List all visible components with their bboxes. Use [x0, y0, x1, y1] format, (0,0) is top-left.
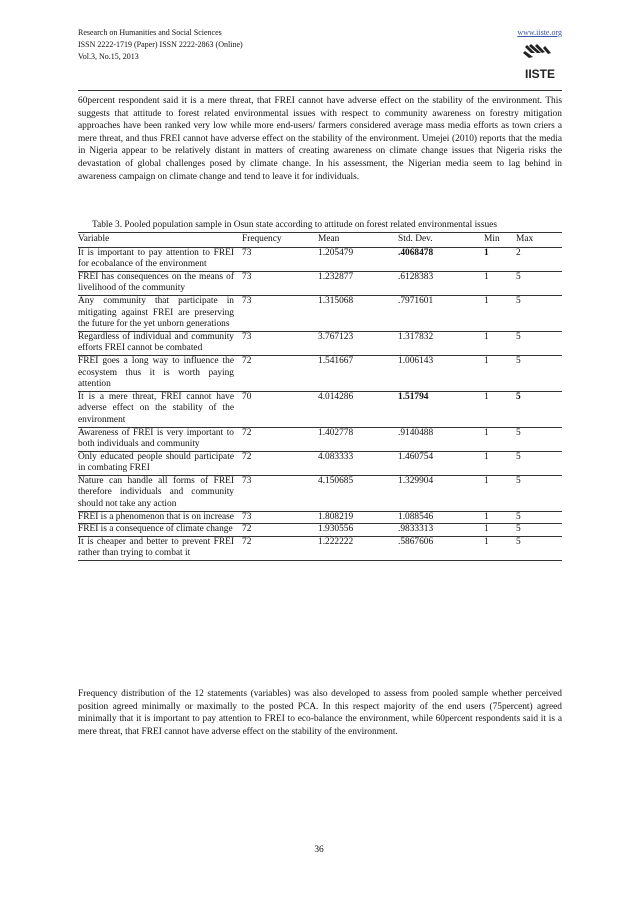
min-cell: 1 [484, 524, 516, 537]
max-cell: 5 [516, 524, 562, 537]
std-dev-cell: 1.51794 [398, 391, 484, 427]
mean-cell: 1.541667 [318, 355, 398, 391]
min-cell: 1 [484, 427, 516, 451]
col-variable: Variable [78, 233, 242, 248]
std-dev-cell: .9140488 [398, 427, 484, 451]
table-row [78, 247, 562, 271]
intro-paragraph: 60percent respondent said it is a mere threat, that FREI cannot have adverse effect on the stability of the environment. This suggests that attitude to forest related environmental issues with respect to community awareness on forestry mitigation approaches have been ranked very low while more end-users/ farmers considered average mass media efforts as town criers a mere threat, and thus FREI cannot have adverse effect on the stability of the environment. Umejei (2010) reports that the media in Nigeria appear to be relatively distant in matters of creating awareness on climate change issues that Nigeria risks the devastation of global challenges posed by climate change. In his assessment, the Nigerian media seem to lag behind in awareness campaign on climate change and tend to leave it for individuals. [78, 96, 562, 182]
min-cell: 1 [484, 475, 516, 511]
frequency-cell: 73 [242, 331, 318, 355]
page-header [78, 27, 562, 63]
frequency-cell: 72 [242, 355, 318, 391]
col-std-dev: Std. Dev. [398, 233, 484, 248]
discussion-paragraph: Frequency distribution of the 12 statements (variables) was also developed to assess from pooled sample whether perceived position agreed minimally or maximally to the posted PCA. In this respect majority of the end users (75percent) agreed minimally that it is important to pay attention to FREI to eco-balance the environment, while 60percent respondents said it is a mere threat, that FREI cannot have adverse effect on the stability of the environment. [78, 689, 562, 737]
results-table [78, 232, 562, 561]
std-dev-cell: .6128383 [398, 271, 484, 295]
frequency-cell: 73 [242, 271, 318, 295]
frequency-cell: 73 [242, 475, 318, 511]
table-header-row [78, 233, 562, 248]
volume-line: Vol.3, No.15, 2013 [78, 52, 139, 61]
mean-cell: 1.808219 [318, 511, 398, 524]
col-min: Min [484, 233, 516, 248]
issn-line: ISSN 2222-1719 (Paper) ISSN 2222-2863 (Online) [78, 40, 243, 49]
mean-cell: 3.767123 [318, 331, 398, 355]
max-cell: 5 [516, 271, 562, 295]
table-row [78, 391, 562, 427]
mean-cell: 1.315068 [318, 295, 398, 331]
table-row [78, 536, 562, 560]
mean-cell: 4.150685 [318, 475, 398, 511]
max-cell: 5 [516, 451, 562, 475]
mean-cell: 4.083333 [318, 451, 398, 475]
mean-cell: 4.014286 [318, 391, 398, 427]
table-row [78, 271, 562, 295]
variable-cell: Awareness of FREI is very important to both individuals and community [78, 427, 242, 451]
max-cell: 5 [516, 391, 562, 427]
variable-cell: It is cheaper and better to prevent FREI rather than trying to combat it [78, 536, 242, 560]
variable-cell: FREI goes a long way to influence the ecosystem thus it is worth paying attention [78, 355, 242, 391]
frequency-cell: 73 [242, 247, 318, 271]
max-cell: 5 [516, 511, 562, 524]
table-row [78, 524, 562, 537]
variable-cell: Only educated people should participate in combating FREI [78, 451, 242, 475]
table-row [78, 511, 562, 524]
std-dev-cell: .7971601 [398, 295, 484, 331]
min-cell: 1 [484, 451, 516, 475]
std-dev-cell: .5867606 [398, 536, 484, 560]
min-cell: 1 [484, 331, 516, 355]
min-cell: 1 [484, 271, 516, 295]
col-mean: Mean [318, 233, 398, 248]
max-cell: 5 [516, 355, 562, 391]
max-cell: 5 [516, 536, 562, 560]
variable-cell: It is important to pay attention to FREI for ecobalance of the environment [78, 247, 242, 271]
mean-cell: 1.232877 [318, 271, 398, 295]
max-cell: 5 [516, 475, 562, 511]
mean-cell: 1.930556 [318, 524, 398, 537]
frequency-cell: 73 [242, 511, 318, 524]
variable-cell: Nature can handle all forms of FREI therefore individuals and community should not take any action [78, 475, 242, 511]
mean-cell: 1.205479 [318, 247, 398, 271]
std-dev-cell: 1.329904 [398, 475, 484, 511]
frequency-cell: 70 [242, 391, 318, 427]
variable-cell: FREI has consequences on the means of livelihood of the community [78, 271, 242, 295]
min-cell: 1 [484, 295, 516, 331]
std-dev-cell: 1.088546 [398, 511, 484, 524]
frequency-cell: 73 [242, 295, 318, 331]
std-dev-cell: 1.460754 [398, 451, 484, 475]
max-cell: 5 [516, 295, 562, 331]
min-cell: 1 [484, 247, 516, 271]
max-cell: 2 [516, 247, 562, 271]
page-number: 36 [314, 845, 324, 855]
max-cell: 5 [516, 331, 562, 355]
std-dev-cell: 1.006143 [398, 355, 484, 391]
std-dev-cell: .4068478 [398, 247, 484, 271]
variable-cell: Any community that participate in mitigating against FREI are preserving the future for the yet unborn generations [78, 295, 242, 331]
frequency-cell: 72 [242, 427, 318, 451]
std-dev-cell: .9833313 [398, 524, 484, 537]
header-rule [78, 90, 562, 91]
min-cell: 1 [484, 536, 516, 560]
iiste-logo [521, 43, 559, 83]
min-cell: 1 [484, 391, 516, 427]
col-frequency: Frequency [242, 233, 318, 248]
table-row [78, 295, 562, 331]
min-cell: 1 [484, 355, 516, 391]
table-row [78, 355, 562, 391]
svg-text:IISTE: IISTE [524, 67, 556, 81]
variable-cell: Regardless of individual and community efforts FREI cannot be combated [78, 331, 242, 355]
mean-cell: 1.222222 [318, 536, 398, 560]
variable-cell: FREI is a phenomenon that is on increase [78, 511, 242, 524]
max-cell: 5 [516, 427, 562, 451]
table-row [78, 451, 562, 475]
variable-cell: It is a mere threat, FREI cannot have adverse effect on the stability of the environment [78, 391, 242, 427]
frequency-cell: 72 [242, 524, 318, 537]
frequency-cell: 72 [242, 451, 318, 475]
std-dev-cell: 1.317832 [398, 331, 484, 355]
variable-cell: FREI is a consequence of climate change [78, 524, 242, 537]
table-row [78, 331, 562, 355]
website-link[interactable]: www.iiste.org [517, 28, 562, 37]
min-cell: 1 [484, 511, 516, 524]
journal-name: Research on Humanities and Social Sciences [78, 28, 222, 37]
frequency-cell: 72 [242, 536, 318, 560]
col-max: Max [516, 233, 562, 248]
table-row [78, 427, 562, 451]
table-row [78, 475, 562, 511]
mean-cell: 1.402778 [318, 427, 398, 451]
table-caption: Table 3. Pooled population sample in Osun state according to attitude on forest related environmental issues [92, 220, 497, 230]
